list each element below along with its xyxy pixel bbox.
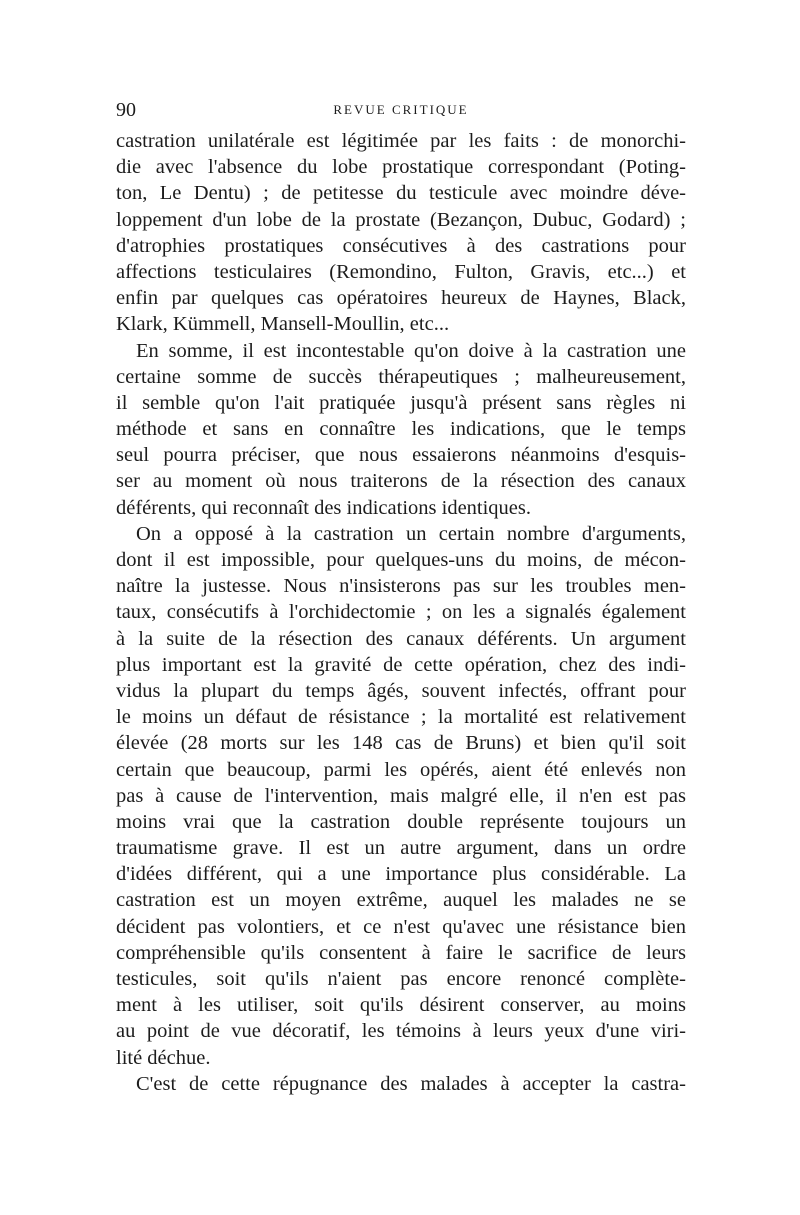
text-line: testicules, soit qu'ils n'aient pas encore renoncé complète-	[116, 968, 686, 990]
text-line: ton, Le Dentu) ; de petitesse du testicule avec moindre déve-	[116, 182, 686, 205]
text-line: plus important est la gravité de cette opération, chez des indi-	[116, 653, 686, 676]
text-line: Klark, Kümmell, Mansell-Moullin, etc...	[116, 313, 450, 336]
text-line: vidus la plupart du temps âgés, souvent infectés, offrant pour	[116, 679, 686, 702]
paragraph-first-line: En somme, il est incontestable qu'on doive à la castration une	[136, 339, 686, 362]
text-line: ser au moment où nous traiterons de la résection des canaux	[116, 470, 686, 493]
text-line: die avec l'absence du lobe prostatique correspondant (Poting-	[116, 156, 686, 179]
text-line: lité déchue.	[116, 1046, 211, 1069]
running-head: REVUE CRITIQUE	[333, 102, 469, 117]
text-line: il semble qu'on l'ait pratiquée jusqu'à présent sans règles ni	[116, 391, 686, 414]
text-line: castration unilatérale est légitimée par les faits : de monorchi-	[116, 130, 686, 152]
text-line: élevée (28 morts sur les 148 cas de Bruns) et bien qu'il soit	[116, 732, 686, 755]
text-line: au point de vue décoratif, les témoins à leurs yeux d'une viri-	[116, 1020, 686, 1043]
text-line: enfin par quelques cas opératoires heureux de Haynes, Black,	[116, 287, 686, 310]
text-line: le moins un défaut de résistance ; la mortalité est relativement	[116, 706, 686, 729]
text-line: décident pas volontiers, et ce n'est qu'avec une résistance bien	[116, 915, 686, 938]
text-line: ment à les utiliser, soit qu'ils désirent conserver, au moins	[116, 994, 686, 1017]
text-line: à la suite de la résection des canaux déférents. Un argument	[116, 627, 686, 650]
text-line: déférents, qui reconnaît des indications identiques.	[116, 496, 532, 519]
text-line: compréhensible qu'ils consentent à faire le sacrifice de leurs	[116, 941, 686, 964]
text-line: certain que beaucoup, parmi les opérés, aient été enlevés non	[116, 758, 686, 781]
text-line: pas à cause de l'intervention, mais malgré elle, il n'en est pas	[116, 784, 686, 807]
text-line: d'idées différent, qui a une importance plus considérable. La	[116, 863, 686, 886]
page-header	[116, 96, 686, 128]
text-line: traumatisme grave. Il est un autre argument, dans un ordre	[116, 837, 686, 860]
text-line: affections testiculaires (Remondino, Fulton, Gravis, etc...) et	[116, 260, 686, 283]
text-line: certaine somme de succès thérapeutiques ; malheureusement,	[116, 365, 686, 388]
text-line: taux, consécutifs à l'orchidectomie ; on les a signalés également	[116, 601, 686, 624]
text-line: d'atrophies prostatiques consécutives à des castrations pour	[116, 234, 686, 257]
text-line: dont il est impossible, pour quelques-uns du moins, de mécon-	[116, 549, 686, 571]
body-text	[116, 128, 686, 1097]
text-line: castration est un moyen extrême, auquel les malades ne se	[116, 889, 686, 912]
text-line: méthode et sans en connaître les indications, que le temps	[116, 418, 686, 441]
paragraph-first-line: On a opposé à la castration un certain nombre d'arguments,	[136, 522, 686, 545]
text-line: loppement d'un lobe de la prostate (Bezançon, Dubuc, Godard) ;	[116, 208, 686, 231]
page-number: 90	[116, 99, 136, 121]
paragraph-first-line: C'est de cette répugnance des malades à accepter la castra-	[136, 1072, 686, 1095]
text-line: seul pourra préciser, que nous essaierons néanmoins d'esquis-	[116, 444, 686, 467]
text-line: moins vrai que la castration double représente toujours un	[116, 810, 686, 833]
text-line: naître la justesse. Nous n'insisterons pas sur les troubles men-	[116, 575, 686, 598]
